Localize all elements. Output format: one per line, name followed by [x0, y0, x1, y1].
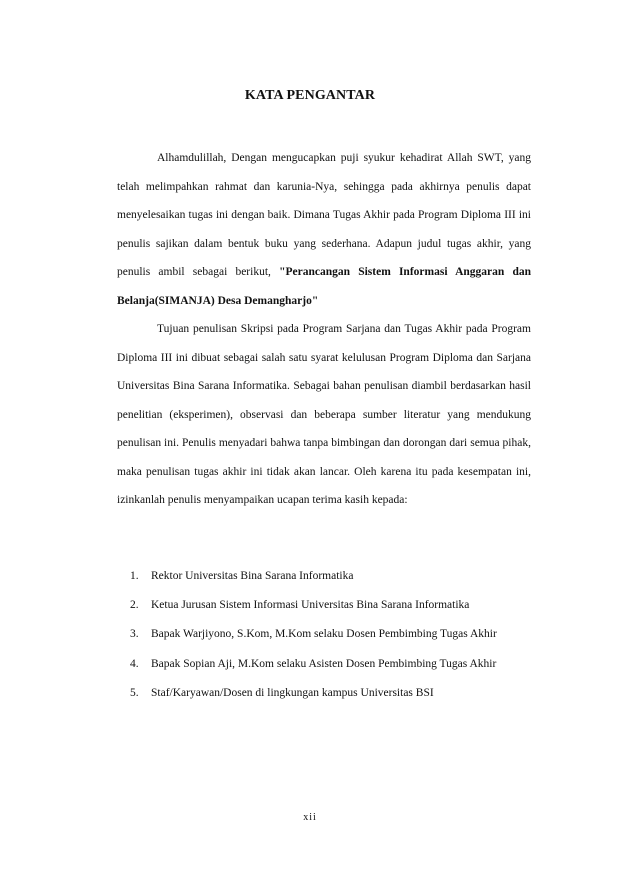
acknowledgement-list: [130, 562, 497, 708]
page-number: xii: [303, 812, 317, 823]
list-item: [130, 620, 497, 649]
paragraph: [117, 144, 531, 315]
list-item-text: Ketua Jurusan Sistem Informasi Universitas Bina Sarana Informatika: [151, 599, 470, 612]
paragraph-bold-text: "Perancangan Sistem Informasi Anggaran dan Belanja(SIMANJA) Desa Demangharjo": [117, 266, 531, 307]
list-item: [130, 679, 497, 708]
paragraph: [117, 315, 531, 515]
list-item: [130, 650, 497, 679]
list-item-number: 4.: [130, 657, 139, 670]
list-item-number: 1.: [130, 570, 139, 582]
list-item-text: Bapak Sopian Aji, M.Kom selaku Asisten Dosen Pembimbing Tugas Akhir: [151, 657, 497, 670]
list-item-text: Rektor Universitas Bina Sarana Informatika: [151, 570, 354, 582]
list-item: [130, 562, 497, 591]
list-item-number: 2.: [130, 599, 139, 612]
paragraph-text: Alhamdulillah, Dengan mengucapkan puji syukur kehadirat Allah SWT, yang telah melimpahkan rahmat dan karunia-Nya, sehingga pada akhirnya penulis dapat menyelesaikan tugas ini dengan baik. Dimana Tugas Akhir pada Program Diploma III ini penulis sajikan dalam bentuk buku yang sederhana. Adapun judul tugas akhir, yang penulis ambil sebagai berikut,: [117, 152, 531, 278]
list-item-text: Bapak Warjiyono, S.Kom, M.Kom selaku Dosen Pembimbing Tugas Akhir: [151, 628, 497, 641]
list-item-text: Staf/Karyawan/Dosen di lingkungan kampus Universitas BSI: [151, 686, 434, 699]
list-item: [130, 591, 497, 620]
list-item-number: 3.: [130, 628, 139, 641]
document-body: [117, 144, 531, 515]
list-item-number: 5.: [130, 686, 139, 699]
paragraph-text: Tujuan penulisan Skripsi pada Program Sarjana dan Tugas Akhir pada Program Diploma III ini dibuat sebagai salah satu syarat kelulusan Program Diploma dan Sarjana Universitas Bina Sarana Informatika. Sebagai bahan penulisan diambil berdasarkan hasil penelitian (eksperimen), observasi dan beberapa sumber literatur yang mendukung penulisan ini. Penulis menyadari bahwa tanpa bimbingan dan dorongan dari semua pihak, maka penulisan tugas akhir ini tidak akan lancar. Oleh karena itu pada kesempatan ini, izinkanlah penulis menyampaikan ucapan terima kasih kepada:: [117, 323, 531, 506]
page-title: KATA PENGANTAR: [244, 88, 376, 103]
